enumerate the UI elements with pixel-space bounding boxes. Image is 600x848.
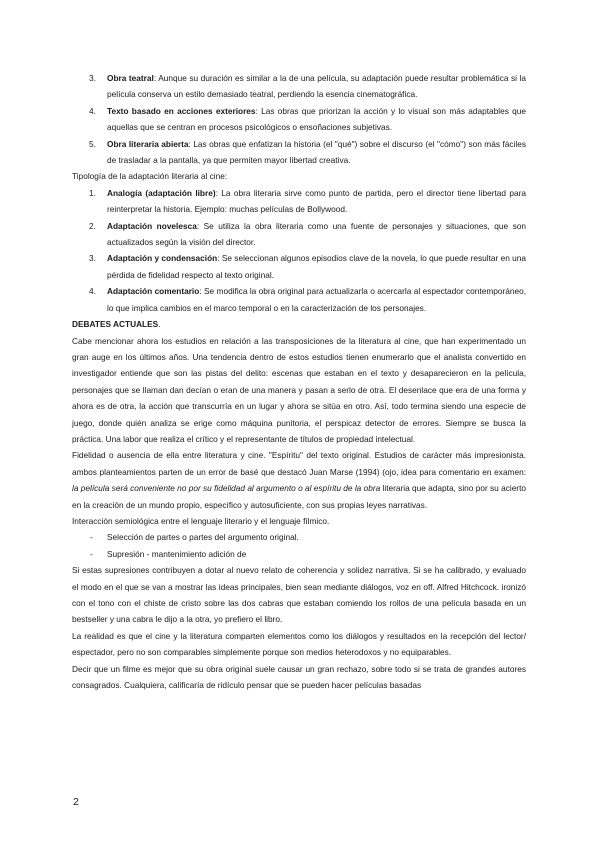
list-item-text: : Se modifica la obra original para actualizarla o acercarla al espectador contemporáneo, lo que implica cambios en el marco temporal o en la caracterización de los personajes.: [107, 286, 526, 313]
italic-quote: la película será conveniente no por su fidelidad al argumento o al espíritu de la obra: [72, 483, 381, 494]
paragraph-text: Fidelidad o ausencia de ella entre literatura y cine. "Espíritu" del texto original. Estudios de carácter más impresionista. ambos planteamientos parten de un error de basé que destacó Juan Marse (1994) (ojo, idea para comentario en examen:: [72, 450, 526, 477]
dash-list: [72, 529, 526, 562]
list-item-text: Supresión - mantenimiento adición de: [107, 548, 247, 559]
list-item-title: Adaptación novelesca: [107, 220, 197, 231]
list-item: [72, 283, 526, 316]
section-heading: DEBATES ACTUALES: [72, 319, 159, 330]
dash-bullet: -: [90, 548, 93, 559]
paragraph-decir: Decir que un filme es mejor que su obra original suele causar un gran rechazo, sobre todo si se trata de grandes autores consagrados. Cualquiera, calificaría de ridículo pensar que se pueden hacer películas basadas: [72, 663, 526, 691]
list-item-text: : Las obras que priorizan la acción y lo visual son más adaptables que aquellas que se centran en procesos psicológicos o ensoñaciones subjetivas.: [107, 105, 526, 133]
debates-heading-line: [72, 316, 526, 332]
list-number: 3.: [89, 73, 96, 83]
list-number: 5.: [89, 138, 96, 149]
list-number: 3.: [89, 253, 96, 264]
list-item-title: Analogía (adaptación libre): [107, 187, 216, 198]
list-item: [72, 185, 526, 218]
list-item: [72, 250, 526, 283]
interaccion-heading: Interacción semiológica entre el lenguaje literario y el lenguaje fílmico.: [72, 515, 330, 526]
paragraph-fidelidad: [72, 447, 526, 513]
list-number: 4.: [89, 105, 96, 116]
page-number: 2: [73, 796, 79, 808]
list-item: [72, 136, 526, 169]
dash-bullet: -: [90, 532, 93, 543]
adaptation-criteria-list: [72, 70, 526, 168]
paragraph-realidad: La realidad es que el cine y la literatura comparten elementos como los diálogos y resultados en la recepción del lector/ espectador, pero no son comparables simplemente porque son medios heterodoxos y no equiparables.: [72, 630, 526, 658]
list-item-title: Adaptación comentario: [107, 286, 200, 297]
paragraph-debates: Cabe mencionar ahora los estudios en relación a las transposiciones de la literatura al cine, que han experimentado un gran auge en los últimos años. Una tendencia dentro de estos estudios tienen enumerarlo que el analista convertido en investigador entiende que son las pistas del delito: escenas que estaban en el texto y desaparecieron en la película, personajes que se llaman dan decían o eran de una manera y pasan a serlo de otra. El desenlace que era de una forma y ahora es de otra, la acción que transcurría en un lugar y ahora se sitúa en otro. Así, todo termina siendo una especie de juego, donde quién analiza se erige como máquina punitoria, el perspicaz detector de errores. Siempre se busca la práctica. Una labor que realiza el crítico y el representante de títulos de propiedad intelectual.: [72, 335, 526, 444]
paragraph-text: literaria que adapta, sino por su acierto en la creación de un mundo propio, específico y autosuficiente, con sus propias leyes narrativas.: [72, 483, 526, 510]
heading-period: .: [158, 319, 161, 330]
list-item-title: Obra literaria abierta: [107, 138, 189, 149]
typology-list: [72, 185, 526, 316]
list-item-title: Texto basado en acciones exteriores: [107, 105, 256, 116]
list-number: 1.: [89, 187, 96, 198]
list-item-title: Obra teatral: [107, 73, 154, 83]
list-item-text: : Aunque su duración es similar a la de una película, su adaptación puede resultar problemática si la película conserva un estilo demasiado teatral, perdiendo la esencia cinematográfica.: [107, 73, 526, 100]
list-item-text: : Las obras que enfatizan la historia (el "qué") sobre el discurso (el "cómo") son más fáciles de trasladar a la pantalla, ya que permiten mayor libertad creativa.: [107, 138, 526, 166]
list-number: 4.: [89, 286, 96, 297]
typology-heading: Tipología de la adaptación literaria al cine:: [72, 171, 228, 182]
page-content: [72, 70, 526, 693]
list-item: [72, 546, 526, 562]
list-item: [72, 529, 526, 545]
list-item-text: : Se seleccionan algunos episodios clave de la novela, lo que puede resultar en una pérdida de fidelidad respecto al texto original.: [107, 253, 526, 280]
list-item-title: Adaptación y condensación: [107, 253, 218, 264]
list-item-text: : Se utiliza la obra literaria como una fuente de personajes y situaciones, que son actualizados según la visión del director.: [107, 220, 527, 248]
list-item-text: : La obra literaria sirve como punto de partida, pero el director tiene libertad para reinterpretar la historia. Ejemplo: muchas películas de Bollywood.: [107, 187, 526, 215]
list-item: [72, 218, 526, 251]
paragraph-supresiones: Si estas supresiones contribuyen a dotar al nuevo relato de coherencia y solidez narrativa. Si se ha calibrado, y evaluado el modo en el que se van a mostrar las ideas principales, bien sean mediante diálogos, voz en off. Alfred Hitchcock. ironizó con el tono con el chiste de cristo sobre las dos cabras que estaban comiendo los rollos de una película basada en un bestseller y una cabra le dijo a la otra, yo prefiero el libro.: [72, 565, 526, 625]
list-number: 2.: [89, 220, 96, 231]
list-item: [72, 70, 526, 103]
list-item: [72, 103, 526, 136]
list-item-text: Selección de partes o partes del argumento original.: [107, 532, 299, 543]
